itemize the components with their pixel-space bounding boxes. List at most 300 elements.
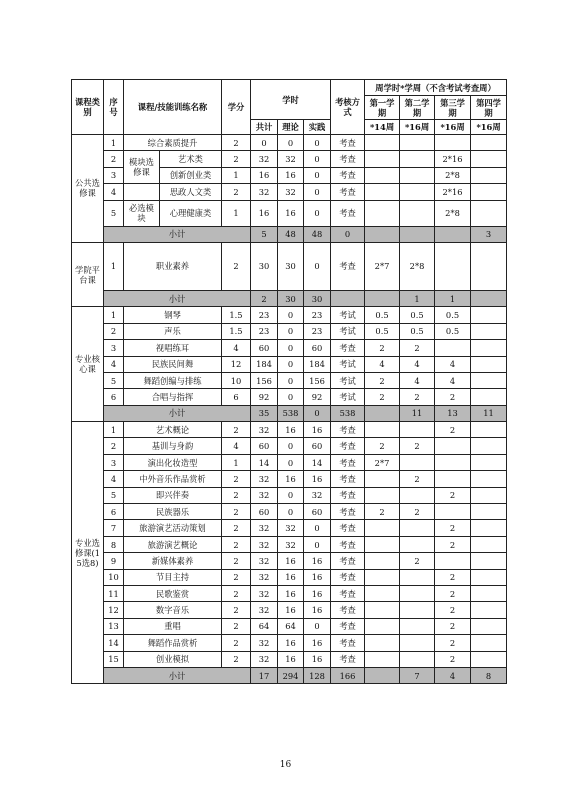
table-header — [72, 80, 507, 135]
seq-cell: 2 — [104, 438, 124, 454]
table-row — [72, 585, 507, 601]
t2-cell: 2 — [400, 438, 435, 454]
t2-cell: 4 — [400, 356, 435, 372]
t4-cell — [471, 454, 507, 470]
total-cell: 64 — [251, 618, 278, 634]
seq-cell: 5 — [104, 372, 124, 388]
t2-cell — [400, 635, 435, 651]
t1-cell: 2 — [365, 372, 400, 388]
credit-cell: 2 — [222, 651, 251, 667]
assess-cell: 考查 — [331, 635, 365, 651]
t1-cell — [365, 487, 400, 503]
t3-cell: 4 — [435, 372, 471, 388]
assess-cell — [365, 405, 400, 421]
subtotal-row — [72, 405, 507, 421]
total-cell: 32 — [251, 553, 278, 569]
t1-cell — [365, 200, 400, 226]
credit-cell: 1.5 — [222, 307, 251, 323]
t3-cell: 11 — [471, 405, 507, 421]
t1-cell — [365, 135, 400, 151]
assess-cell: 考查 — [331, 504, 365, 520]
credit-cell: 10 — [222, 372, 251, 388]
t3-cell: 8 — [471, 667, 507, 683]
course-name-cell: 民歌鉴赏 — [124, 585, 222, 601]
credit-cell: 2 — [222, 569, 251, 585]
theory-cell: 16 — [278, 651, 304, 667]
t1-cell: 4 — [365, 356, 400, 372]
practice-cell: 23 — [304, 323, 331, 339]
t4-cell — [471, 242, 507, 290]
assess-cell: 考查 — [331, 520, 365, 536]
total-cell: 30 — [278, 290, 304, 306]
course-name-cell: 钢琴 — [124, 307, 222, 323]
practice-cell: 0 — [304, 184, 331, 200]
t3-cell: 2 — [435, 618, 471, 634]
seq-cell: 3 — [104, 340, 124, 356]
seq-cell: 7 — [104, 520, 124, 536]
t3-cell: 2 — [435, 389, 471, 405]
t4-cell — [471, 618, 507, 634]
t4-cell — [471, 471, 507, 487]
t4-cell — [471, 635, 507, 651]
credit-cell: 2 — [222, 151, 251, 167]
t3-cell: 2*8 — [435, 167, 471, 183]
total-cell: 16 — [251, 200, 278, 226]
practice-cell: 0 — [304, 520, 331, 536]
practice-cell: 32 — [304, 487, 331, 503]
course-name-cell: 艺术概论 — [124, 422, 222, 438]
theory-cell: 0 — [278, 389, 304, 405]
course-name-cell: 创业模拟 — [124, 651, 222, 667]
course-name-cell: 舞蹈创编与排练 — [124, 372, 222, 388]
t2-cell — [400, 151, 435, 167]
t2-cell — [435, 226, 471, 242]
t3-cell — [435, 135, 471, 151]
table-row — [72, 340, 507, 356]
practice-cell: 60 — [304, 438, 331, 454]
course-name-cell: 旅游演艺概论 — [124, 536, 222, 552]
theory-cell: 30 — [304, 290, 331, 306]
t2-cell: 2 — [400, 340, 435, 356]
subtotal-row — [72, 667, 507, 683]
t1-cell — [365, 585, 400, 601]
total-cell: 32 — [251, 422, 278, 438]
total-cell: 32 — [251, 487, 278, 503]
t2-cell: 0.5 — [400, 307, 435, 323]
table-row — [72, 487, 507, 503]
t3-cell — [435, 340, 471, 356]
subtotal-label: 小计 — [104, 667, 251, 683]
seq-cell: 9 — [104, 553, 124, 569]
practice-cell: 166 — [331, 667, 365, 683]
credit-cell: 2 — [222, 585, 251, 601]
total-cell: 60 — [251, 438, 278, 454]
seq-cell: 1 — [104, 242, 124, 290]
total-cell: 48 — [278, 226, 304, 242]
credit-cell: 2 — [222, 135, 251, 151]
course-name-cell: 基训与身韵 — [124, 438, 222, 454]
theory-cell: 0 — [278, 504, 304, 520]
seq-cell: 1 — [104, 307, 124, 323]
course-name-cell: 新媒体素养 — [124, 553, 222, 569]
t1-cell — [365, 635, 400, 651]
practice-cell: 16 — [304, 651, 331, 667]
theory-cell: 128 — [304, 667, 331, 683]
theory-cell: 48 — [304, 226, 331, 242]
t1-cell: 2*7 — [365, 242, 400, 290]
t4-cell — [471, 438, 507, 454]
t3-cell: 3 — [471, 226, 507, 242]
course-name-cell: 舞蹈作品赏析 — [124, 635, 222, 651]
t2-cell: 2*8 — [400, 242, 435, 290]
assess-cell: 考试 — [331, 372, 365, 388]
practice-cell: 16 — [304, 602, 331, 618]
assess-cell: 考查 — [331, 618, 365, 634]
total-cell: 32 — [251, 585, 278, 601]
credit-cell: 6 — [222, 389, 251, 405]
practice-cell: 538 — [331, 405, 365, 421]
t1-cell — [365, 553, 400, 569]
t1-cell: 7 — [400, 667, 435, 683]
header-category: 课程类别 — [72, 80, 104, 135]
theory-cell: 16 — [278, 167, 304, 183]
course-name-cell: 艺术类 — [160, 151, 222, 167]
table-row — [72, 602, 507, 618]
seq-cell: 13 — [104, 618, 124, 634]
table-row — [72, 200, 507, 226]
t4-cell — [471, 422, 507, 438]
seq-cell: 3 — [104, 454, 124, 470]
table-row — [72, 184, 507, 200]
total-cell: 32 — [251, 635, 278, 651]
course-name-cell: 数字音乐 — [124, 602, 222, 618]
theory-cell: 0 — [278, 438, 304, 454]
table-row — [72, 151, 507, 167]
theory-cell: 0 — [278, 340, 304, 356]
t2-cell — [400, 569, 435, 585]
seq-cell: 1 — [104, 135, 124, 151]
subtotal-row — [72, 290, 507, 306]
t3-cell: 2 — [435, 635, 471, 651]
seq-cell: 4 — [104, 471, 124, 487]
credit-cell: 1.5 — [222, 323, 251, 339]
t4-cell — [471, 135, 507, 151]
t4-cell — [471, 200, 507, 226]
course-name-cell: 综合素质提升 — [124, 135, 222, 151]
total-cell: 294 — [278, 667, 304, 683]
credit-cell: 1 — [222, 167, 251, 183]
table-row — [72, 504, 507, 520]
t2-cell — [400, 602, 435, 618]
credit-cell: 2 — [222, 618, 251, 634]
subtotal-label: 小计 — [104, 290, 251, 306]
practice-cell: 0 — [304, 200, 331, 226]
t2-cell: 2 — [400, 471, 435, 487]
theory-cell: 0 — [278, 372, 304, 388]
t1-cell — [365, 536, 400, 552]
assess-cell: 考查 — [331, 200, 365, 226]
t3-cell: 2 — [435, 487, 471, 503]
t3-cell: 2 — [435, 536, 471, 552]
credit-cell: 2 — [222, 487, 251, 503]
total-cell: 538 — [278, 405, 304, 421]
table-row — [72, 135, 507, 151]
theory-cell: 16 — [278, 569, 304, 585]
course-name-cell: 思政人文类 — [160, 184, 222, 200]
credit-cell: 2 — [222, 184, 251, 200]
total-cell: 30 — [251, 242, 278, 290]
t4-cell — [471, 184, 507, 200]
total-cell: 32 — [251, 184, 278, 200]
t3-cell: 2 — [435, 422, 471, 438]
theory-cell: 32 — [278, 151, 304, 167]
course-name-cell: 民族民间舞 — [124, 356, 222, 372]
theory-cell: 0 — [278, 135, 304, 151]
credit-cell: 1 — [222, 454, 251, 470]
t3-cell: 2 — [435, 651, 471, 667]
practice-cell: 0 — [304, 151, 331, 167]
header-weeks-3: *16周 — [435, 120, 471, 135]
table-row — [72, 471, 507, 487]
course-group-cell — [124, 184, 160, 200]
t2-cell — [400, 184, 435, 200]
t4-cell — [471, 602, 507, 618]
t2-cell: 2 — [400, 553, 435, 569]
t3-cell: 0.5 — [435, 323, 471, 339]
assess-cell: 考查 — [331, 536, 365, 552]
assess-cell: 考查 — [331, 242, 365, 290]
total-cell: 32 — [251, 520, 278, 536]
total-cell: 32 — [251, 151, 278, 167]
practice-cell: 184 — [304, 356, 331, 372]
total-cell: 32 — [251, 651, 278, 667]
header-weeks-4: *16周 — [471, 120, 507, 135]
t3-cell — [435, 504, 471, 520]
header-term-1: 第一学期 — [365, 96, 400, 120]
t4-cell — [471, 151, 507, 167]
header-assessment: 考核方式 — [331, 80, 365, 135]
credit-cell: 4 — [222, 438, 251, 454]
seq-cell: 5 — [104, 200, 124, 226]
seq-cell: 3 — [104, 167, 124, 183]
practice-cell: 92 — [304, 389, 331, 405]
t4-cell — [471, 520, 507, 536]
t2-cell: 2 — [400, 389, 435, 405]
credit-cell: 35 — [251, 405, 278, 421]
credit-cell: 2 — [222, 504, 251, 520]
t1-cell: 11 — [400, 405, 435, 421]
t1-cell: 0.5 — [365, 307, 400, 323]
seq-cell: 12 — [104, 602, 124, 618]
credit-cell: 2 — [222, 553, 251, 569]
practice-cell: 16 — [304, 569, 331, 585]
practice-cell: 16 — [304, 471, 331, 487]
assess-cell: 考查 — [331, 135, 365, 151]
assess-cell — [365, 667, 400, 683]
theory-cell: 64 — [278, 618, 304, 634]
t2-cell: 4 — [435, 667, 471, 683]
seq-cell: 6 — [104, 504, 124, 520]
table-row — [72, 242, 507, 290]
t2-cell: 13 — [435, 405, 471, 421]
t2-cell: 4 — [400, 372, 435, 388]
table-row — [72, 553, 507, 569]
total-cell: 32 — [251, 536, 278, 552]
assess-cell: 考试 — [331, 356, 365, 372]
assess-cell: 考查 — [331, 471, 365, 487]
seq-cell: 11 — [104, 585, 124, 601]
t3-cell: 2 — [435, 569, 471, 585]
t2-cell: 1 — [435, 290, 471, 306]
t3-cell — [435, 454, 471, 470]
practice-cell: 60 — [304, 340, 331, 356]
assess-cell: 考查 — [331, 422, 365, 438]
credit-cell: 2 — [222, 471, 251, 487]
header-hours-theory: 理论 — [278, 120, 304, 135]
credit-cell: 17 — [251, 667, 278, 683]
t4-cell — [471, 389, 507, 405]
practice-cell: 14 — [304, 454, 331, 470]
t1-cell: 1 — [400, 290, 435, 306]
table-row — [72, 389, 507, 405]
assess-cell: 考查 — [331, 553, 365, 569]
subtotal-label: 小计 — [104, 226, 251, 242]
credit-cell: 2 — [222, 422, 251, 438]
t2-cell — [400, 135, 435, 151]
assess-cell: 考查 — [331, 438, 365, 454]
t4-cell — [471, 651, 507, 667]
total-cell: 60 — [251, 504, 278, 520]
t2-cell — [400, 422, 435, 438]
theory-cell: 0 — [278, 487, 304, 503]
t1-cell: 2 — [365, 438, 400, 454]
table-row — [72, 635, 507, 651]
t1-cell — [365, 167, 400, 183]
t4-cell — [471, 504, 507, 520]
course-group-cell: 必选模块 — [124, 200, 160, 226]
t2-cell — [400, 167, 435, 183]
practice-cell: 23 — [304, 307, 331, 323]
table-row — [72, 569, 507, 585]
t2-cell: 2 — [400, 504, 435, 520]
course-name-cell: 职业素养 — [124, 242, 222, 290]
header-weekly: 周学时*学周（不含考试考查周） — [365, 80, 507, 96]
header-weeks-2: *16周 — [400, 120, 435, 135]
t1-cell: 2 — [365, 340, 400, 356]
credit-cell: 2 — [251, 290, 278, 306]
t4-cell — [471, 356, 507, 372]
total-cell: 23 — [251, 323, 278, 339]
course-group-cell: 模块选修课 — [124, 151, 160, 184]
credit-cell: 2 — [222, 242, 251, 290]
table-row — [72, 323, 507, 339]
header-weeks-1: *14周 — [365, 120, 400, 135]
header-course: 课程/技能训练名称 — [124, 80, 222, 135]
t4-cell — [471, 553, 507, 569]
seq-cell: 2 — [104, 151, 124, 167]
t1-cell — [365, 651, 400, 667]
table-row — [72, 651, 507, 667]
practice-cell: 16 — [304, 422, 331, 438]
assess-cell: 考查 — [331, 151, 365, 167]
t3-cell — [435, 438, 471, 454]
theory-cell: 0 — [278, 454, 304, 470]
credit-cell: 2 — [222, 520, 251, 536]
seq-cell: 4 — [104, 184, 124, 200]
t2-cell — [400, 585, 435, 601]
t1-cell — [365, 618, 400, 634]
t1-cell: 2 — [365, 389, 400, 405]
t1-cell — [365, 471, 400, 487]
theory-cell: 16 — [278, 635, 304, 651]
practice-cell: 16 — [304, 553, 331, 569]
course-name-cell: 重唱 — [124, 618, 222, 634]
theory-cell: 0 — [278, 323, 304, 339]
theory-cell: 16 — [278, 422, 304, 438]
total-cell: 0 — [251, 135, 278, 151]
t1-cell — [365, 602, 400, 618]
t2-cell: 0.5 — [400, 323, 435, 339]
course-name-cell: 视唱练耳 — [124, 340, 222, 356]
assess-cell: 考查 — [331, 602, 365, 618]
seq-cell: 10 — [104, 569, 124, 585]
credit-cell: 5 — [251, 226, 278, 242]
t1-cell — [365, 569, 400, 585]
assess-cell: 考查 — [331, 651, 365, 667]
practice-cell: 156 — [304, 372, 331, 388]
header-seq: 序号 — [104, 80, 124, 135]
t1-cell — [365, 520, 400, 536]
theory-cell: 32 — [278, 184, 304, 200]
t2-cell — [400, 520, 435, 536]
assess-cell: 考试 — [331, 323, 365, 339]
t4-cell — [471, 487, 507, 503]
assess-cell: 考查 — [331, 184, 365, 200]
practice-cell: 0 — [331, 226, 365, 242]
t1-cell — [365, 184, 400, 200]
total-cell: 92 — [251, 389, 278, 405]
table-row — [72, 422, 507, 438]
theory-cell: 16 — [278, 471, 304, 487]
t4-cell — [471, 585, 507, 601]
page-number: 16 — [279, 760, 292, 770]
t3-cell — [435, 471, 471, 487]
t2-cell — [400, 651, 435, 667]
t3-cell: 2*8 — [435, 200, 471, 226]
table-row — [72, 307, 507, 323]
theory-cell: 0 — [278, 307, 304, 323]
header-hours-practice: 实践 — [304, 120, 331, 135]
theory-cell: 16 — [278, 585, 304, 601]
t1-cell — [365, 151, 400, 167]
t3-cell: 2*16 — [435, 184, 471, 200]
subtotal-label: 小计 — [104, 405, 251, 421]
assess-cell: 考试 — [331, 307, 365, 323]
t1-cell — [365, 422, 400, 438]
assess-cell: 考查 — [331, 454, 365, 470]
practice-cell: 0 — [304, 536, 331, 552]
assess-cell: 考查 — [331, 585, 365, 601]
category-cell: 学院平台课 — [72, 242, 104, 306]
practice-cell: 16 — [304, 585, 331, 601]
assess-cell: 考查 — [331, 487, 365, 503]
t1-cell: 0.5 — [365, 323, 400, 339]
course-name-cell: 节目主持 — [124, 569, 222, 585]
theory-cell: 30 — [278, 242, 304, 290]
practice-cell: 16 — [304, 635, 331, 651]
t3-cell: 0.5 — [435, 307, 471, 323]
total-cell: 32 — [251, 602, 278, 618]
